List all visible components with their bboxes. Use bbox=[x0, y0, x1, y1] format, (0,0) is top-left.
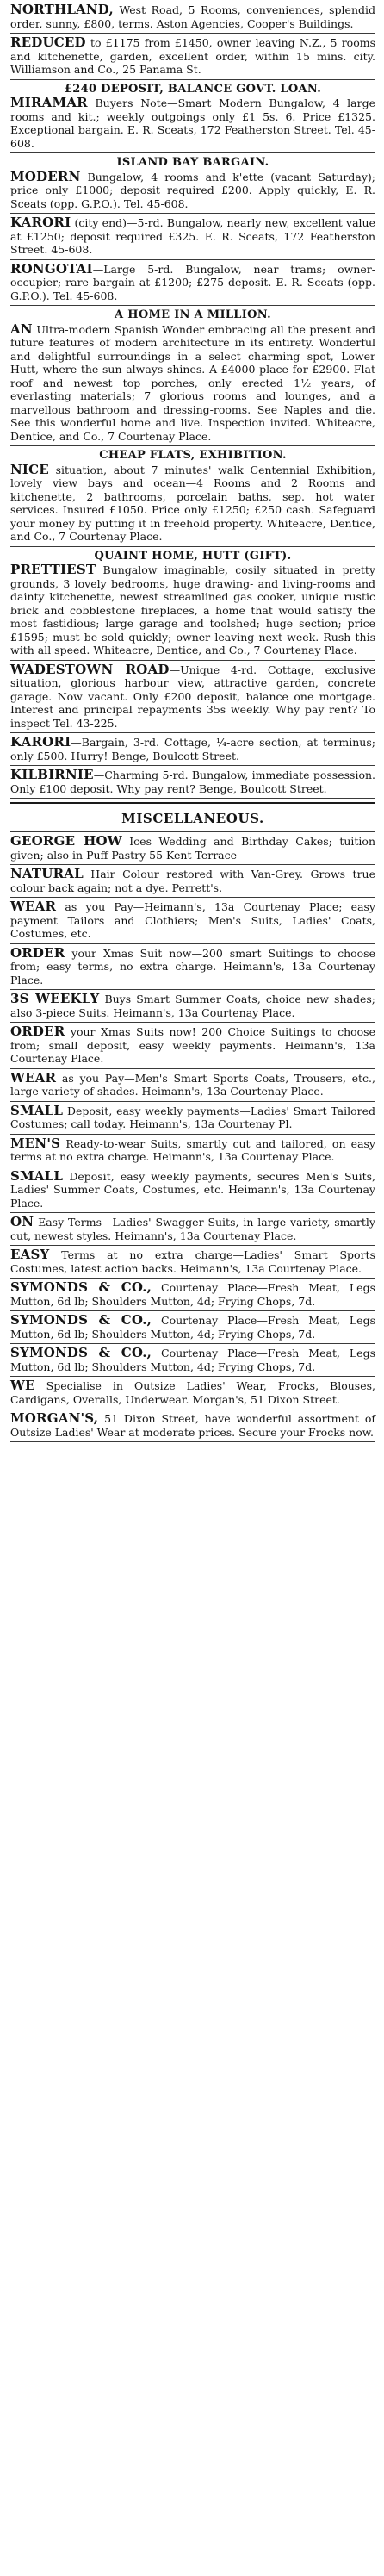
classified-ad bbox=[10, 446, 375, 547]
ad-lead: MODERN bbox=[10, 168, 81, 184]
ad-lead: GEORGE HOW bbox=[10, 833, 122, 849]
ad-body: Buys Smart Summer Coats, choice new shades; also 3-piece Suits. Heimann's, 13a Courtenay Place. bbox=[10, 992, 375, 1019]
ad-body: —Large 5-rd. Bungalow, near trams; owner-occupier; rare bargain at £1200; £275 deposit. E. R. Sceats (opp. G.P.O.). Tel. 45-608. bbox=[10, 262, 375, 302]
classified-ad bbox=[10, 1409, 375, 1442]
ad-lead: SYMONDS & CO., bbox=[10, 1312, 152, 1328]
ad-heading: QUAINT HOME, HUTT (GIFT). bbox=[94, 549, 292, 563]
ad-lead: SMALL bbox=[10, 1102, 64, 1118]
classified-ad bbox=[10, 1246, 375, 1279]
ad-lead: REDUCED bbox=[10, 34, 86, 50]
classified-ad bbox=[10, 306, 375, 446]
ad-body: Ices Wedding and Birthday Cakes; tuition given; also in Puff Pastry 55 Kent Terrace bbox=[10, 835, 375, 862]
ad-body: Courtenay Place—Fresh Meat, Legs Mutton, 6d lb; Shoulders Mutton, 4d; Frying Chops, 7d. bbox=[10, 1314, 375, 1341]
ad-lead: WADESTOWN ROAD bbox=[10, 661, 170, 677]
ad-lead: KILBIRNIE bbox=[10, 767, 94, 782]
ad-body: Bungalow, 4 rooms and k'ette (vacant Saturday); price only £1000; deposit required £200. Apply quickly, E. R. Sceats (opp. G.P.O.). Tel. 45-608. bbox=[10, 170, 375, 210]
ad-lead: 3S WEEKLY bbox=[10, 991, 100, 1006]
ad-lead: SYMONDS & CO., bbox=[10, 1279, 152, 1295]
ad-body: Ultra-modern Spanish Wonder embracing all the present and future features of modern architecture in its entirety. Wonderful and delightful surroundings in a select charming spot, Lower Hutt, where the sun always shines. A £4000 place for £2900. Flat roof and newest top porches, only erected 1½ years, of everlasting materials; 7 glorious rooms and lounges, and a marvellous bathroom and dressing-rooms. See Naples and die. See this wonderful home and live. Inspection invited. Whiteacre, Dentice, and Co., 7 Courtenay Place. bbox=[10, 322, 375, 443]
ad-lead: AN bbox=[10, 320, 33, 337]
classified-ad bbox=[10, 1213, 375, 1246]
ad-lead: ORDER bbox=[10, 944, 65, 961]
classified-ad bbox=[10, 1023, 375, 1069]
ad-body: Ready-to-wear Suits, smartly cut and tailored, on easy terms at no extra charge. Heimann's, 13a Courtenay Place. bbox=[10, 1136, 375, 1163]
ad-lead: MEN'S bbox=[10, 1135, 61, 1151]
classified-ad bbox=[10, 1311, 375, 1344]
ad-body: Bungalow imaginable, cosily situated in pretty grounds, 3 lovely bedrooms, huge drawing- and living-rooms and dainty kitchenette, newest streamlined gas cooker, unique rustic brick and cobblestone fireplaces, a home that would satisfy the most fastidious; large garage and toolshed; huge section; price £1595; must be sold quickly; owner leaving next week. Rush this with all speed. Whiteacre, Dentice, and Co., 7 Courtenay Place. bbox=[10, 563, 375, 656]
ad-body: your Xmas Suit now—200 smart Suitings to choose from; easy terms, no extra charge. Heimann's, 13a Courtenay Place. bbox=[10, 946, 375, 986]
section-title: MISCELLANEOUS. bbox=[10, 802, 375, 832]
ad-heading: £240 DEPOSIT, BALANCE GOVT. LOAN. bbox=[64, 82, 322, 96]
ad-lead: NATURAL bbox=[10, 866, 84, 881]
ad-body: Deposit, easy weekly payments, secures Men's Suits, Ladies' Summer Coats, Costumes, etc. Heimann's, 13a Courtenay Place. bbox=[10, 1169, 375, 1210]
ad-body: Courtenay Place—Fresh Meat, Legs Mutton, 6d lb; Shoulders Mutton, 4d; Frying Chops, 7d. bbox=[10, 1347, 375, 1373]
ad-body: Hair Colour restored with Van-Grey. Grows true colour back again; not a dye. Perrett's. bbox=[10, 868, 375, 894]
classified-ad bbox=[10, 865, 375, 898]
ad-lead: NORTHLAND, bbox=[10, 2, 114, 17]
classified-ad bbox=[10, 260, 375, 307]
ad-body: West Road, 5 Rooms, conveniences, splendid order, sunny, £800, terms. Aston Agencies, Cooper's Buildings. bbox=[10, 3, 375, 30]
ad-lead: SYMONDS & CO., bbox=[10, 1345, 152, 1360]
classified-ad bbox=[10, 3, 375, 34]
ad-lead: ORDER bbox=[10, 1024, 65, 1039]
ad-body: Specialise in Outsize Ladies' Wear, Frocks, Blouses, Cardigans, Overalls, Underwear. Morgan's, 51 Dixon Street. bbox=[10, 1379, 375, 1406]
ad-body: your Xmas Suits now! 200 Choice Suitings to choose from; small deposit, easy weekly payments. Heimann's, 13a Courtenay Place. bbox=[10, 1025, 375, 1065]
ad-body: as you Pay—Men's Smart Sports Coats, Trousers, etc., large variety of shades. Heimann's, 13a Courtenay Place. bbox=[10, 1071, 375, 1098]
classified-ad bbox=[10, 661, 375, 734]
classified-ad bbox=[10, 80, 375, 154]
ad-lead: WEAR bbox=[10, 1069, 57, 1086]
ad-body: situation, about 7 minutes' walk Centennial Exhibition, lovely view bays and ocean—4 Rooms and 2 Rooms and kitchenette, 2 bathrooms, porcelain baths, sep. hot water services. Insured £1050. Price only £1250; £250 cash. Safeguard your money by putting it in freehold property. Whiteacre, Dentice, and Co., 7 Courtenay Place. bbox=[10, 463, 375, 543]
ad-lead: SMALL bbox=[10, 1167, 64, 1184]
classified-ad bbox=[10, 1135, 375, 1167]
classified-ad bbox=[10, 214, 375, 260]
ad-heading: CHEAP FLATS, EXHIBITION. bbox=[99, 449, 287, 462]
classified-ad bbox=[10, 1377, 375, 1409]
classified-ad bbox=[10, 1167, 375, 1214]
ad-body: as you Pay—Heimann's, 13a Courtenay Place; easy payment Tailors and Clothiers; Men's Suits, Ladies' Coats, Costumes, etc. bbox=[10, 900, 375, 940]
ad-body: (city end)—5-rd. Bungalow, nearly new, excellent value at £1250; deposit required £325. E. R. Sceats, 172 Featherston Street. 45-608. bbox=[10, 216, 375, 256]
ad-body: to £1175 from £1450, owner leaving N.Z., 5 rooms and kitchenette, garden, excellent order, within 15 mins. city. Williamson and Co., 25 Panama St. bbox=[10, 36, 375, 76]
classified-ad bbox=[10, 990, 375, 1023]
classified-ad bbox=[10, 34, 375, 80]
ad-lead: EASY bbox=[10, 1247, 50, 1262]
ad-lead: ON bbox=[10, 1214, 34, 1229]
ad-lead: KARORI bbox=[10, 215, 71, 230]
classified-ad bbox=[10, 547, 375, 661]
classified-ad bbox=[10, 1102, 375, 1135]
ad-body: Terms at no extra charge—Ladies' Smart Sports Costumes, latest action backs. Heimann's, 13a Courtenay Place. bbox=[10, 1248, 375, 1275]
ad-body: Buyers Note—Smart Modern Bungalow, 4 large rooms and kit.; weekly outgoings only £1 5s. 6. Price £1325. Exceptional bargain. E. R. Sceats, 172 Featherston Street. Tel. 45-608. bbox=[10, 96, 375, 150]
ad-body: —Unique 4-rd. Cottage, exclusive situation, glorious harbour view, attractive garden, concrete garage. Now vacant. Only £200 deposit, balance one mortgage. Interest and principal repayments 35s weekly. Why pay rent? To inspect Tel. 43-225. bbox=[10, 663, 375, 730]
ad-body: Deposit, easy weekly payments—Ladies' Smart Tailored Costumes; call today. Heimann's, 13a Courtenay Pl. bbox=[10, 1104, 375, 1130]
classified-ad bbox=[10, 733, 375, 766]
ad-lead: RONGOTAI bbox=[10, 260, 93, 277]
ad-body: Easy Terms—Ladies' Swagger Suits, in large variety, smartly cut, newest styles. Heimann's, 13a Courtenay Place. bbox=[10, 1216, 375, 1242]
ad-lead: PRETTIEST bbox=[10, 562, 96, 577]
ad-heading: A HOME IN A MILLION. bbox=[115, 308, 271, 321]
classified-ad bbox=[10, 832, 375, 865]
ad-lead: WE bbox=[10, 1378, 35, 1393]
ad-body: —Charming 5-rd. Bungalow, immediate possession. Only £100 deposit. Why pay rent? Benge, Boulcott Street. bbox=[10, 768, 375, 795]
ad-heading: ISLAND BAY BARGAIN. bbox=[116, 156, 269, 169]
ad-lead: NICE bbox=[10, 461, 49, 477]
classified-ad bbox=[10, 944, 375, 991]
ad-lead: MIRAMAR bbox=[10, 95, 88, 110]
ad-body: Courtenay Place—Fresh Meat, Legs Mutton, 6d lb; Shoulders Mutton, 4d; Frying Chops, 7d. bbox=[10, 1281, 375, 1308]
ad-lead: KARORI bbox=[10, 734, 71, 750]
classified-ad bbox=[10, 153, 375, 214]
ad-lead: MORGAN'S, bbox=[10, 1410, 99, 1426]
ad-lead: WEAR bbox=[10, 899, 57, 914]
classified-ad bbox=[10, 1069, 375, 1102]
classified-ad bbox=[10, 898, 375, 944]
classified-ad bbox=[10, 1344, 375, 1377]
ad-body: —Bargain, 3-rd. Cottage, ¼-acre section, at terminus; only £500. Hurry! Benge, Boulcott Street. bbox=[10, 736, 375, 762]
classified-ad bbox=[10, 1279, 375, 1311]
classified-ad bbox=[10, 766, 375, 799]
ad-body: 51 Dixon Street, have wonderful assortment of Outsize Ladies' Wear at moderate prices. Secure your Frocks now. bbox=[10, 1412, 375, 1439]
